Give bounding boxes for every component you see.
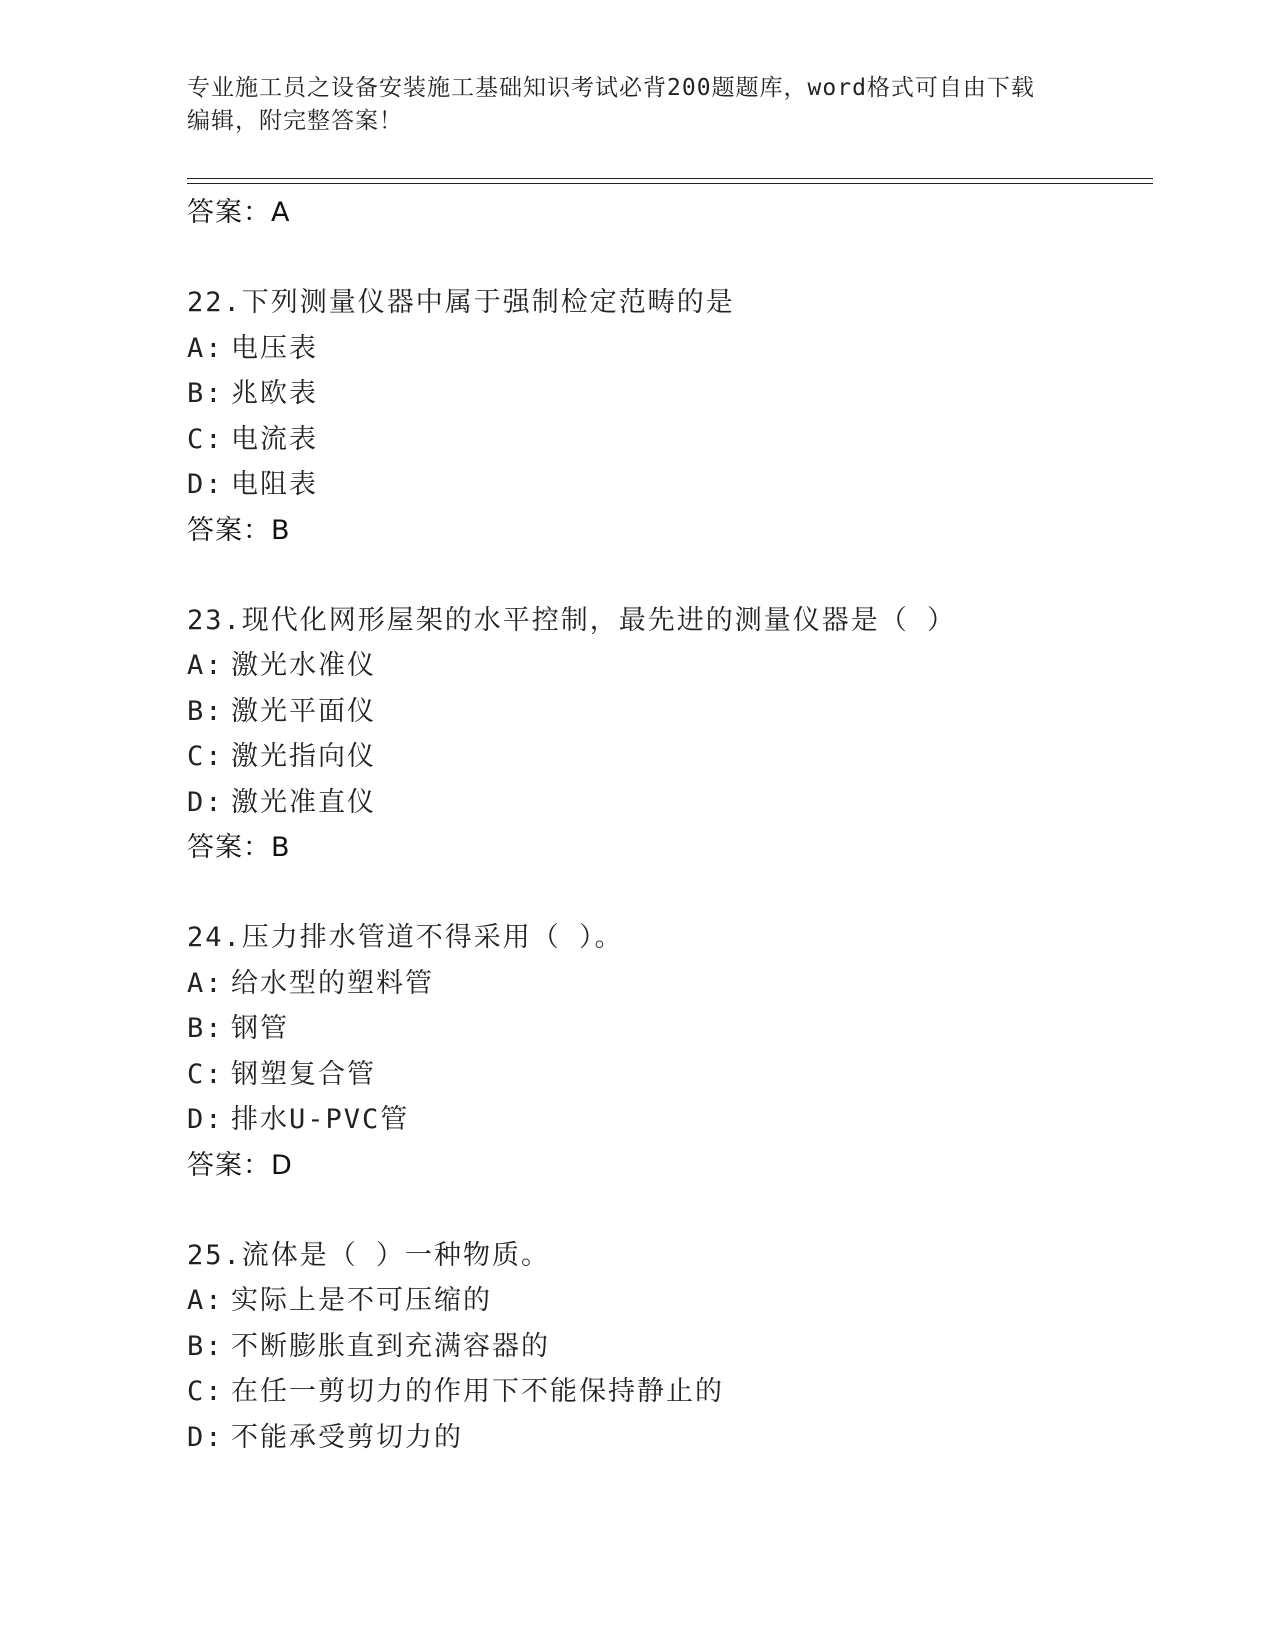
answer-line: 答案：D <box>187 1149 293 1181</box>
question-text: 25.流体是（ ）一种物质。 <box>187 1239 551 1271</box>
option-text: 兆欧表 <box>231 378 318 409</box>
document-header <box>187 72 1087 138</box>
option-a <box>187 961 1147 1007</box>
answer-line: 答案：B <box>187 514 291 546</box>
question-text: 22.下列测量仪器中属于强制检定范畴的是 <box>187 287 735 318</box>
option-text: 钢塑复合管 <box>231 1058 376 1090</box>
answer-line: 答案：B <box>187 832 291 863</box>
option-letter: A: <box>187 1285 224 1316</box>
option-letter: B: <box>187 1330 224 1362</box>
question-block <box>187 1233 1147 1461</box>
question-block <box>187 280 1147 553</box>
option-b <box>187 1324 1147 1370</box>
option-letter: D: <box>187 786 224 818</box>
header-rule-bottom <box>187 183 1153 184</box>
option-text: 不断膨胀直到充满容器的 <box>231 1330 550 1362</box>
option-a <box>187 326 1147 372</box>
option-text: 电流表 <box>231 423 318 455</box>
option-c <box>187 1369 1147 1415</box>
option-letter: B: <box>187 1013 224 1044</box>
option-text: 排水U-PVC管 <box>231 1104 410 1135</box>
option-b <box>187 689 1147 735</box>
option-text: 激光准直仪 <box>231 786 376 818</box>
option-b <box>187 371 1147 417</box>
option-text: 激光水准仪 <box>231 650 376 681</box>
option-a <box>187 643 1147 689</box>
option-letter: A: <box>187 332 224 364</box>
option-text: 给水型的塑料管 <box>231 967 434 999</box>
option-a <box>187 1278 1147 1324</box>
question-block <box>187 598 1147 871</box>
option-text: 不能承受剪切力的 <box>231 1421 463 1453</box>
option-letter: C: <box>187 1058 224 1090</box>
option-c <box>187 417 1147 463</box>
option-d <box>187 780 1147 826</box>
option-text: 在任一剪切力的作用下不能保持静止的 <box>231 1376 724 1407</box>
option-letter: D: <box>187 1104 224 1135</box>
header-line-1: 专业施工员之设备安装施工基础知识考试必背200题题库，word格式可自由下载 <box>187 75 1035 101</box>
option-text: 电压表 <box>231 332 318 364</box>
option-text: 激光平面仪 <box>231 695 376 727</box>
answer-line: 答案：A <box>187 197 291 228</box>
option-letter: C: <box>187 1376 224 1407</box>
option-text: 实际上是不可压缩的 <box>231 1285 492 1316</box>
option-letter: C: <box>187 423 224 455</box>
option-letter: B: <box>187 695 224 727</box>
option-c <box>187 1052 1147 1098</box>
option-b <box>187 1006 1147 1052</box>
question-text: 24.压力排水管道不得采用（ ）。 <box>187 922 624 953</box>
header-line-2: 编辑，附完整答案！ <box>187 108 403 134</box>
option-text: 电阻表 <box>231 469 318 500</box>
question-list <box>187 190 1147 1460</box>
question-block <box>187 915 1147 1188</box>
option-letter: B: <box>187 378 224 409</box>
option-c <box>187 734 1147 780</box>
option-letter: D: <box>187 469 224 500</box>
option-letter: A: <box>187 967 224 999</box>
option-d <box>187 462 1147 508</box>
question-text: 23.现代化网形屋架的水平控制，最先进的测量仪器是（ ） <box>187 604 957 636</box>
option-text: 激光指向仪 <box>231 741 376 772</box>
option-d <box>187 1415 1147 1461</box>
option-letter: C: <box>187 741 224 772</box>
option-text: 钢管 <box>231 1013 289 1044</box>
option-letter: D: <box>187 1421 224 1453</box>
option-d <box>187 1097 1147 1143</box>
header-rule-top <box>187 178 1153 179</box>
option-letter: A: <box>187 650 224 681</box>
